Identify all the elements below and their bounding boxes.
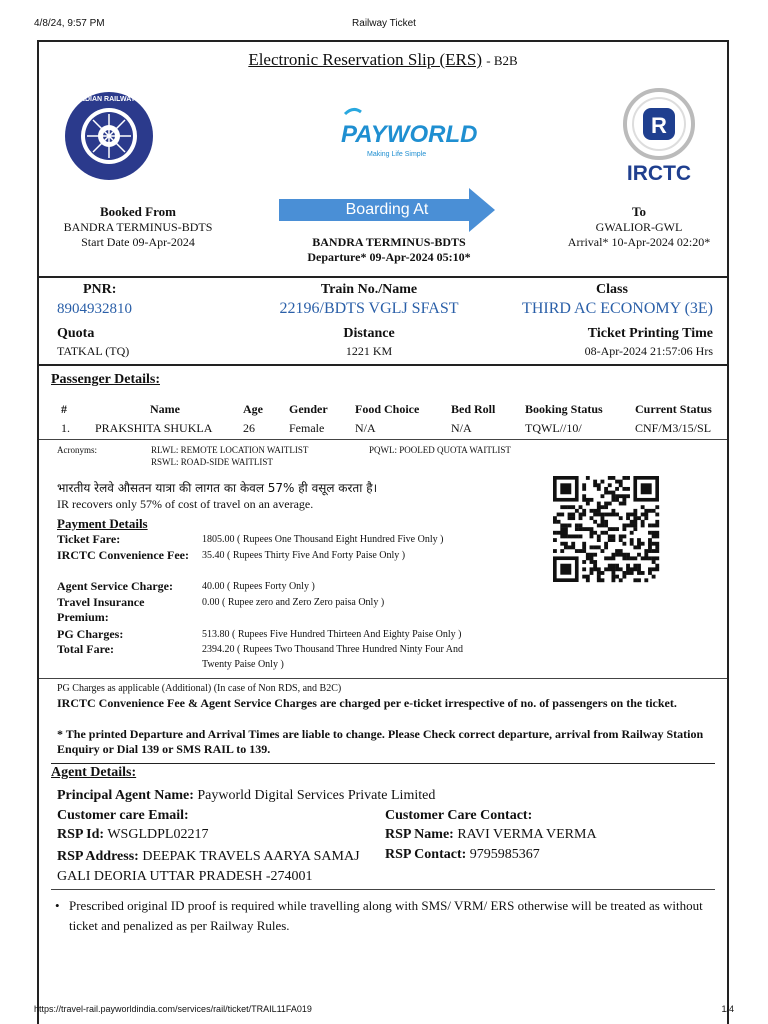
ticket-fare-label: Ticket Fare: bbox=[57, 532, 121, 546]
rsp-name-value: RAVI VERMA VERMA bbox=[457, 827, 597, 842]
svg-text:R: R bbox=[651, 113, 667, 138]
print-title: Railway Ticket bbox=[352, 18, 416, 29]
rsp-id-label: RSP Id: bbox=[57, 827, 105, 842]
payment-heading: Payment Details bbox=[57, 516, 148, 531]
boarding-station: BANDRA TERMINUS-BDTS bbox=[312, 235, 466, 249]
boarding-arrow bbox=[279, 188, 495, 232]
passenger-heading: Passenger Details: bbox=[51, 372, 160, 387]
acronym-rlwl: RLWL: REMOTE LOCATION WAITLIST bbox=[151, 445, 309, 455]
booked-from-block bbox=[43, 204, 233, 250]
ticket-title-main: Electronic Reservation Slip (ERS) bbox=[248, 50, 483, 69]
pax-name: PRAKSHITA SHUKLA bbox=[95, 421, 213, 435]
acronyms-label: Acronyms: bbox=[57, 445, 97, 455]
passenger-header-row bbox=[57, 400, 721, 419]
ticket-title-suffix: - B2B bbox=[486, 53, 518, 68]
divider bbox=[51, 763, 715, 764]
divider bbox=[39, 439, 727, 440]
indian-railways-logo bbox=[63, 90, 155, 182]
pax-bedroll: N/A bbox=[451, 421, 472, 435]
rsp-id-value: WSGLDPL02217 bbox=[107, 827, 209, 842]
booked-from-label: Booked From bbox=[100, 204, 176, 219]
principal-agent-value: Payworld Digital Services Private Limited bbox=[197, 788, 436, 803]
distance-label: Distance bbox=[343, 326, 395, 341]
start-date: Start Date 09-Apr-2024 bbox=[81, 235, 195, 249]
booked-from-station: BANDRA TERMINUS-BDTS bbox=[63, 220, 213, 234]
pg-charges-label: PG Charges: bbox=[57, 627, 124, 641]
convenience-fee-value: 35.40 ( Rupees Thirty Five And Forty Paise Only ) bbox=[202, 550, 406, 561]
agent-charge-value: 40.00 ( Rupees Forty Only ) bbox=[202, 581, 315, 592]
total-fare-value: 2394.20 ( Rupees Two Thousand Three Hundred Ninty Four And Twenty Paise Only ) bbox=[202, 644, 463, 670]
rsp-id bbox=[57, 827, 208, 843]
agent-heading: Agent Details: bbox=[51, 765, 137, 780]
arrival-time: Arrival* 10-Apr-2024 02:20* bbox=[567, 235, 711, 249]
quota-label: Quota bbox=[57, 326, 95, 341]
print-datetime: 4/8/24, 9:57 PM bbox=[34, 18, 105, 29]
pax-number: 1. bbox=[61, 421, 70, 435]
pg-note: PG Charges as applicable (Additional) (In case of Non RDS, and B2C) bbox=[57, 683, 342, 694]
to-label: To bbox=[632, 204, 646, 219]
convenience-fee-label: IRCTC Convenience Fee: bbox=[57, 548, 189, 562]
distance-value: 1221 KM bbox=[345, 344, 393, 358]
rsp-contact-label: RSP Contact: bbox=[385, 847, 467, 862]
print-time-label: Ticket Printing Time bbox=[587, 326, 713, 341]
train-value: 22196/BDTS VGLJ SFAST bbox=[279, 300, 459, 317]
divider bbox=[51, 889, 715, 890]
payworld-logo bbox=[331, 106, 478, 166]
print-footer bbox=[34, 1004, 734, 1014]
pax-gender: Female bbox=[289, 421, 325, 435]
rsp-address-value: DEEPAK TRAVELS AARYA SAMAJ GALI DEORIA UTTAR PRADESH -274001 bbox=[57, 849, 360, 884]
insurance-label: Travel Insurance Premium: bbox=[57, 595, 145, 624]
ticket-sheet bbox=[37, 40, 729, 1024]
pg-charges-value: 513.80 ( Rupees Five Hundred Thirteen And Eighty Paise Only ) bbox=[202, 629, 462, 640]
table-row bbox=[57, 419, 721, 438]
care-contact-label: Customer Care Contact: bbox=[385, 808, 533, 823]
acronym-pqwl: PQWL: POOLED QUOTA WAITLIST bbox=[369, 445, 511, 455]
col-header: Food Choice bbox=[355, 402, 420, 416]
rsp-address-label: RSP Address: bbox=[57, 849, 139, 864]
print-time-value: 08-Apr-2024 21:57:06 Hrs bbox=[584, 344, 713, 358]
col-header: # bbox=[61, 402, 67, 416]
pax-age: 26 bbox=[243, 421, 255, 435]
payworld-tagline: Making Life Simple bbox=[367, 151, 427, 158]
cost-english: IR recovers only 57% of cost of travel on an average. bbox=[57, 497, 314, 511]
col-header: Age bbox=[243, 402, 263, 416]
print-header bbox=[34, 18, 734, 29]
departure-time: Departure* 09-Apr-2024 05:10* bbox=[307, 250, 471, 264]
to-block bbox=[539, 204, 739, 250]
railways-logo-text: INDIAN RAILWAYS bbox=[78, 96, 140, 103]
irctc-logo bbox=[609, 80, 709, 190]
rsp-address bbox=[57, 847, 373, 887]
class-label: Class bbox=[596, 282, 628, 297]
qr-code bbox=[553, 476, 659, 582]
times-note: * The printed Departure and Arrival Times are liable to change. Please Check correct departure, arrival from Railway Station Enquiry or Dial 139 or SMS RAIL to 139. bbox=[57, 727, 704, 756]
col-header: Name bbox=[150, 402, 180, 416]
acronym-rswl: RSWL: ROAD-SIDE WAITLIST bbox=[151, 457, 273, 467]
col-header: Current Status bbox=[635, 402, 712, 416]
pax-food: N/A bbox=[355, 421, 376, 435]
rsp-contact-value: 9795985367 bbox=[469, 847, 540, 862]
divider bbox=[39, 276, 727, 278]
page-number: 1/4 bbox=[721, 1004, 734, 1014]
agent-charge-label: Agent Service Charge: bbox=[57, 579, 173, 593]
principal-agent-label: Principal Agent Name: bbox=[57, 788, 194, 803]
irctc-wordmark: IRCTC bbox=[626, 162, 692, 185]
insurance-value: 0.00 ( Rupee zero and Zero Zero paisa Only ) bbox=[202, 597, 385, 608]
class-value: THIRD AC ECONOMY (3E) bbox=[522, 300, 713, 317]
ticket-title bbox=[39, 50, 727, 70]
quota-value: TATKAL (TQ) bbox=[57, 344, 130, 358]
col-header: Gender bbox=[289, 402, 328, 416]
cost-hindi: भारतीय रेलवे औसतन यात्रा की लागत का केवल 57% ही वसूल करता है। bbox=[57, 481, 378, 495]
id-proof-rule: • Prescribed original ID proof is required while travelling along with SMS/ VRM/ ERS otherwise will be treated as without ticket and penalized as per Railway Rules. bbox=[69, 896, 714, 936]
irctc-fee-note: IRCTC Convenience Fee & Agent Service Charges are charged per e-ticket irrespective of no. of passengers on the ticket. bbox=[57, 696, 677, 710]
rsp-contact bbox=[385, 847, 540, 863]
divider bbox=[39, 678, 727, 679]
care-email-label: Customer care Email: bbox=[57, 808, 189, 823]
col-header: Booking Status bbox=[525, 402, 603, 416]
col-header: Bed Roll bbox=[451, 402, 496, 416]
passenger-table bbox=[57, 400, 721, 438]
boarding-label: Boarding At bbox=[345, 201, 429, 218]
to-station: GWALIOR-GWL bbox=[595, 220, 683, 234]
boarding-block bbox=[269, 235, 509, 265]
pnr-label: PNR: bbox=[83, 282, 117, 297]
principal-agent bbox=[57, 788, 435, 804]
ticket-fare-value: 1805.00 ( Rupees One Thousand Eight Hundred Five Only ) bbox=[202, 534, 444, 545]
payworld-wordmark: PAYWORLD bbox=[341, 121, 478, 148]
pax-booking-status: TQWL//10/ bbox=[525, 421, 582, 435]
divider bbox=[39, 364, 727, 366]
rsp-name-label: RSP Name: bbox=[385, 827, 454, 842]
print-url[interactable]: https://travel-rail.payworldindia.com/services/rail/ticket/TRAIL11FA019 bbox=[34, 1004, 312, 1014]
pax-current-status: CNF/M3/15/SL bbox=[635, 421, 712, 435]
pnr-value: 8904932810 bbox=[57, 301, 132, 317]
train-label: Train No./Name bbox=[320, 282, 418, 297]
total-fare-label: Total Fare: bbox=[57, 642, 114, 656]
rsp-name bbox=[385, 827, 597, 843]
